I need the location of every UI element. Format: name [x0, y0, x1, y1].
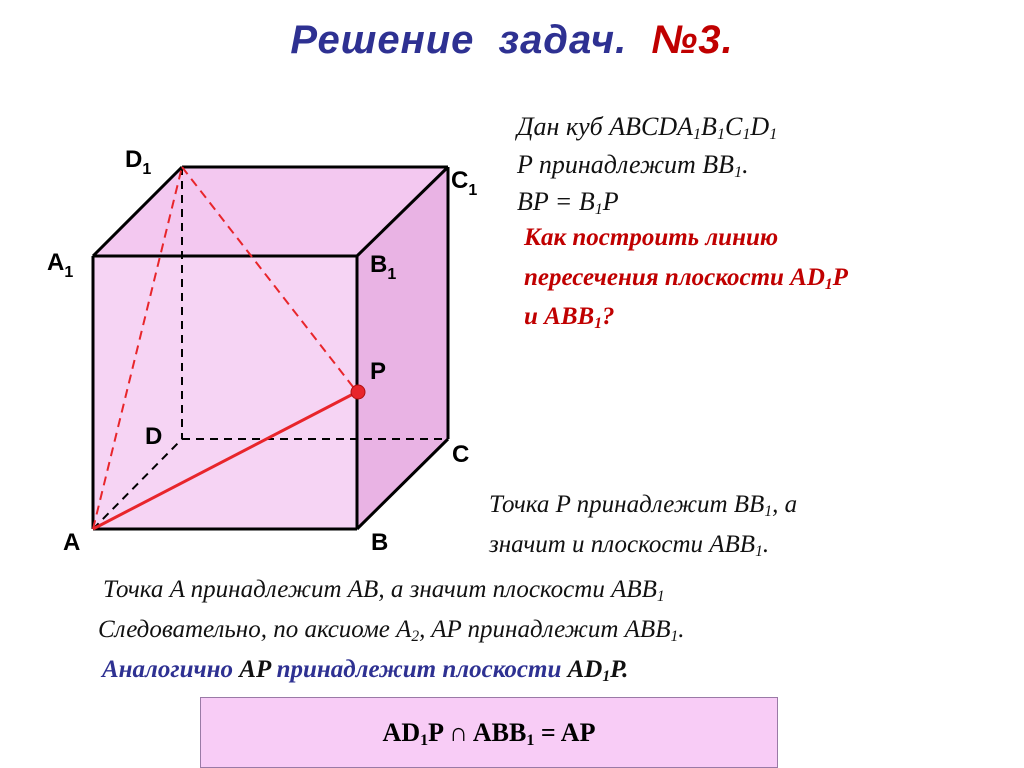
given-line-3: BP = $B_1P$ [517, 187, 619, 219]
vertex-label-d1: $D_1$ [125, 146, 152, 178]
given-line-1: Дан куб $ABCDA_1B_1C_1D_1$ [517, 112, 778, 144]
problem-number: №3. [651, 18, 734, 62]
reasoning-line-3: Точка A принадлежит AB, а значит плоскости $ABB_1$ [103, 576, 665, 605]
reasoning-line-4: Следовательно, по аксиоме $A_2$, AP принадлежит $ABB_1$. [98, 616, 685, 645]
vertex-label-p: P [370, 358, 387, 385]
reasoning-line-5: Аналогично AP принадлежит плоскости $AD_1P$. [102, 656, 629, 685]
vertex-label-d: D [145, 423, 163, 450]
vertex-label-a: A [63, 529, 81, 556]
point-p-marker [351, 385, 365, 399]
given-line-2: P принадлежит $BB_1$. [517, 150, 749, 182]
vertex-label-c: C [452, 441, 470, 468]
reasoning-line-2: значит и плоскости $ABB_1$. [489, 531, 770, 560]
question-line-1: Как построить линию [524, 224, 779, 251]
vertex-label-b1: $B_1$ [370, 251, 397, 283]
vertex-label-b: B [371, 529, 389, 556]
result-box [200, 697, 778, 768]
reasoning-line-1: Точка P принадлежит $BB_1$, а [489, 491, 798, 520]
result-formula: $AD_1P$ ∩ $ABB_1$ = AP [382, 717, 596, 749]
page-title: Решение задач. №3. [290, 18, 734, 62]
question-line-2: пересечения плоскости $AD_1P$ [524, 264, 848, 293]
vertex-label-c1: $C_1$ [451, 167, 478, 199]
vertex-label-a1: $A_1$ [47, 249, 74, 281]
question-line-3: и $ABB_1$? [524, 303, 615, 332]
